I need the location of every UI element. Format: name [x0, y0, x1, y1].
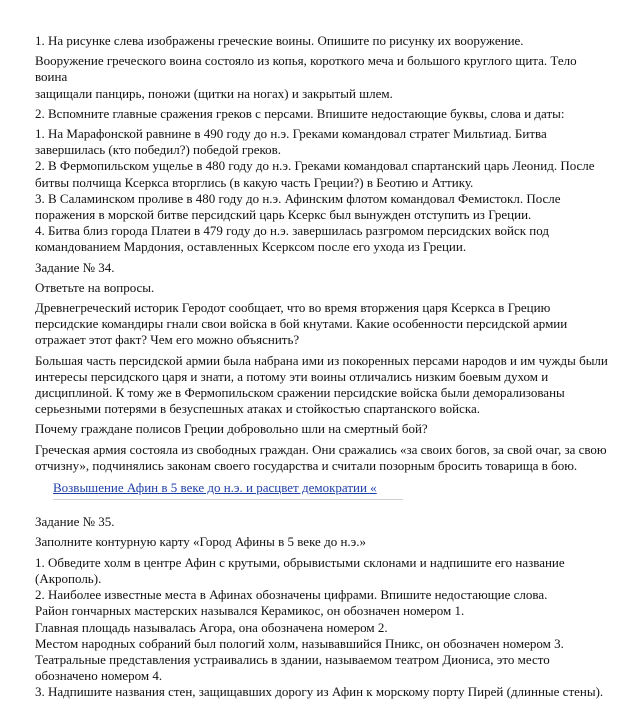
text-line: Древнегреческий историк Геродот сообщает, что во время вторжения царя Ксеркса в Грецию	[35, 300, 551, 316]
task-34-question-2	[35, 421, 612, 437]
text-line: Район гончарных мастерских назывался Керамикос, он обозначен номером 1.	[35, 603, 465, 619]
related-article-link[interactable]: Возвышение Афин в 5 веке до н.э. и расцвет демократии «	[53, 480, 377, 496]
task-34-heading	[35, 260, 612, 276]
battles-list	[35, 126, 612, 256]
text-line: отчизну», подчинялись законам своего государства и считали позорным бросить товарища в бою.	[35, 457, 578, 473]
task-34-answer-2	[35, 442, 612, 474]
text-line: 1. На Марафонской равнине в 490 году до н.э. Греками командовал стратег Мильтиад. Битва	[35, 126, 547, 142]
task-35-heading	[35, 514, 612, 530]
task-1-answer	[35, 53, 612, 102]
text-line: персидские командиры гнали свои войска в бой кнутами. Какие особенности персидской армии	[35, 316, 568, 332]
text-line: 2. Наиболее известные места в Афинах обозначены цифрами. Впишите недостающие слова.	[35, 587, 548, 603]
text-line: дисциплиной. К тому же в Фермопильском сражении персидские войска были деморализованы	[35, 385, 565, 401]
task-34-instruction	[35, 280, 612, 296]
text-line: Местом народных собраний был пологий холм, называвшийся Пникс, он обозначен номером 3.	[35, 635, 564, 651]
text-line: защищали панцирь, поножи (щитки на ногах) и закрытый шлем.	[35, 85, 393, 101]
task-1-question	[35, 33, 612, 49]
text-line: Большая часть персидской армии была набрана ими из покоренных персами народов и им чужды были	[35, 352, 608, 368]
text-line: 2. Вспомните главные сражения греков с персами. Впишите недостающие буквы, слова и даты:	[35, 105, 565, 121]
text-line: 2. В Фермопильском ущелье в 480 году до н.э. Греками командовал спартанский царь Леонид. После	[35, 158, 595, 174]
text-line: 4. Битва близ города Платеи в 479 году до н.э. завершилась разгромом персидских войск под	[35, 223, 549, 239]
task-34-answer-1	[35, 353, 612, 418]
text-line: 3. В Саламинском проливе в 480 году до н.э. Афинским флотом командовал Фемистокл. После	[35, 190, 561, 206]
text-line: отражает этот факт? Чем его можно объяснить?	[35, 332, 300, 348]
text-line: командованием Мардония, оставленных Ксерксом после его ухода из Греции.	[35, 239, 467, 255]
task-2-question	[35, 106, 612, 122]
text-line: серьезными потерями в безуспешных атаках и стойкостью спартанского войска.	[35, 401, 480, 417]
text-line: завершилась (кто победил?) победой греков.	[35, 142, 282, 158]
text-line: Заполните контурную карту «Город Афины в 5 веке до н.э.»	[35, 534, 366, 550]
text-line: Задание № 35.	[35, 514, 115, 530]
link-divider	[53, 499, 403, 500]
text-line: Задание № 34.	[35, 259, 115, 275]
related-link-row	[35, 480, 612, 500]
text-line: Ответьте на вопросы.	[35, 279, 155, 295]
text-line: (Акрополь).	[35, 570, 102, 586]
text-line: 3. Надпишите названия стен, защищавших дорогу из Афин к морскому порту Пирей (длинные стены).	[35, 684, 604, 700]
text-line: 1. На рисунке слева изображены греческие воины. Опишите по рисунку их вооружение.	[35, 33, 524, 48]
text-line: 1. Обведите холм в центре Афин с крутыми, обрывистыми склонами и надпишите его название	[35, 554, 565, 570]
text-line: обозначено номером 4.	[35, 668, 163, 684]
task-34-question-1	[35, 300, 612, 349]
text-line: Греческая армия состояла из свободных граждан. Они сражались «за своих богов, за свой очаг, за свою	[35, 441, 607, 457]
text-line: поражения в морской битве персидский царь Ксеркс был вынужден отступить из Греции.	[35, 207, 532, 223]
text-line: Вооружение греческого воина состояло из копья, короткого меча и большого круглого щита. Тело воина	[35, 53, 577, 85]
task-35-instruction	[35, 534, 612, 550]
task-35-items	[35, 555, 612, 701]
text-line: битвы полчища Ксеркса вторглись (в какую часть Греции?) в Беотию и Аттику.	[35, 174, 474, 190]
text-line: Театральные представления устраивались в здании, называемом театром Диониса, это место	[35, 651, 550, 667]
text-line: Почему граждане полисов Греции добровольно шли на смертный бой?	[35, 421, 428, 437]
text-line: Главная площадь называлась Агора, она обозначена номером 2.	[35, 619, 388, 635]
text-line: интересы персидского царя и знати, а потому эти воины отличались низким боевым духом и	[35, 368, 549, 384]
